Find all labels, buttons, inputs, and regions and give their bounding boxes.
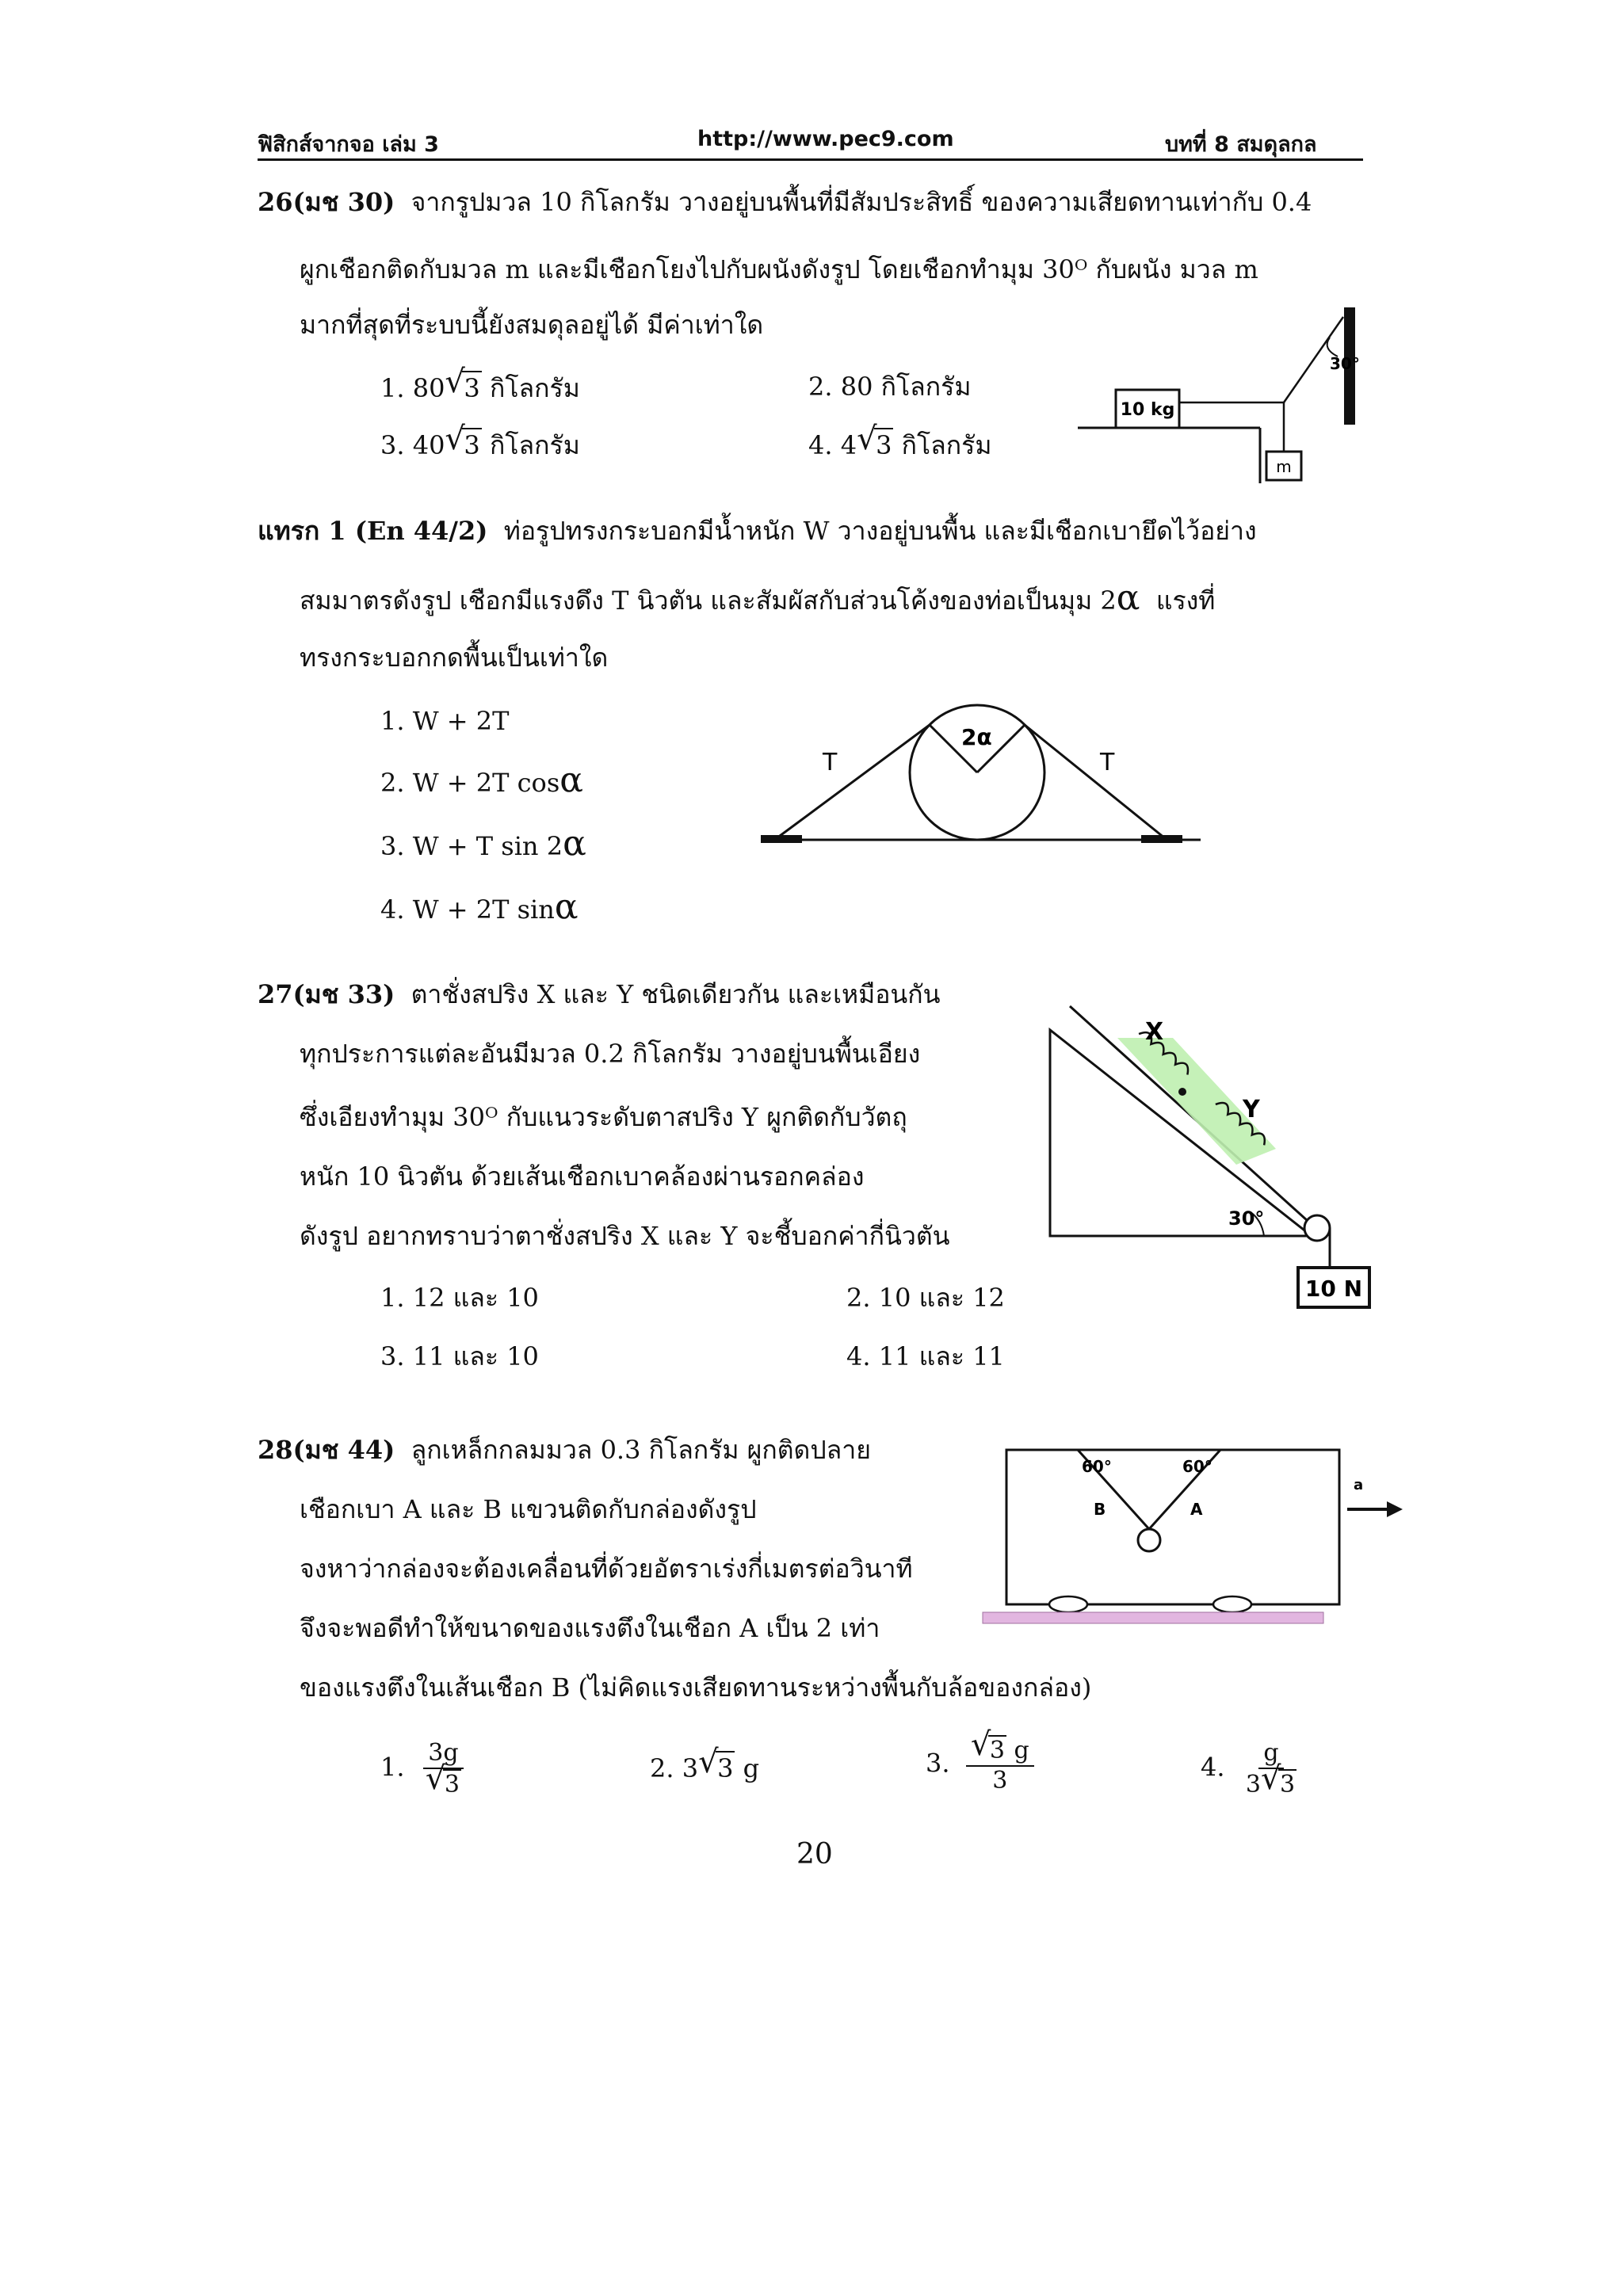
q28-line1 xyxy=(258,1434,871,1466)
q28-accel-label: a xyxy=(1354,1477,1364,1493)
page-number: 20 xyxy=(796,1838,833,1871)
insert1-option-2[interactable]: 2. W + 2T cosα xyxy=(380,760,583,800)
insert1-line2: สมมาตรดังรูป เชือกมีแรงดึง T นิวตัน และสัมผัสกับส่วนโค้งของท่อเป็นมุม 2α แรงที่ xyxy=(300,578,1216,618)
q26-angle-label: 30° xyxy=(1330,354,1360,373)
q26-number: 26(มช 30) xyxy=(258,187,395,217)
q26-mass-label: 10 kg xyxy=(1120,400,1175,420)
q28-angle-left: 60° xyxy=(1082,1457,1112,1476)
header-right: บทที่ 8 สมดุลกล xyxy=(1165,132,1317,157)
q27-option-4[interactable]: 4. 11 และ 11 xyxy=(846,1341,1005,1371)
q26-option-3[interactable]: 3. 40√ 3 กิโลกรัม xyxy=(380,428,580,461)
q27-line2: ทุกประการแต่ละอันมีมวล 0.2 กิโลกรัม วางอยู่บนพื้นเอียง xyxy=(300,1039,921,1069)
insert1-number: แทรก 1 (En 44/2) xyxy=(258,516,488,546)
insert1-angle-label: 2α xyxy=(961,724,992,750)
header-left: ฟิสิกส์จากจอ เล่ม 3 xyxy=(258,132,439,157)
q28-text1: ลูกเหล็กกลมมวล 0.3 กิโลกรัม ผูกติดปลาย xyxy=(411,1435,871,1465)
q27-option-2[interactable]: 2. 10 และ 12 xyxy=(846,1283,1005,1313)
insert1-line3: ทรงกระบอกกดพื้นเป็นเท่าใด xyxy=(300,643,609,673)
q26-option-2[interactable]: 2. 80 กิโลกรัม xyxy=(808,372,972,402)
insert1-T-right: T xyxy=(1100,749,1115,776)
q27-angle-label: 30° xyxy=(1228,1207,1265,1230)
q27-line3: ซึ่งเอียงทำมุม 30ᴼ กับแนวระดับตาสปริง Y ผูกติดกับวัตถุ xyxy=(300,1102,907,1132)
header-rule xyxy=(258,158,1363,161)
q27-number: 27(มช 33) xyxy=(258,979,395,1009)
insert1-T-left: T xyxy=(823,749,838,776)
q26-figure xyxy=(1078,301,1371,491)
q27-option-1[interactable]: 1. 12 และ 10 xyxy=(380,1283,539,1313)
q28-line5: ของแรงตึงในเส้นเชือก B (ไม่คิดแรงเสียดทานระหว่างพื้นกับล้อของกล่อง) xyxy=(300,1672,1092,1703)
q26-line1 xyxy=(258,186,1312,218)
q28-number: 28(มช 44) xyxy=(258,1435,395,1465)
q26-option-1[interactable]: 1. 80√ 3 กิโลกรัม xyxy=(380,371,580,404)
insert1-line1 xyxy=(258,515,1257,547)
q28-angle-right: 60° xyxy=(1182,1457,1212,1476)
q28-A-label: A xyxy=(1190,1500,1203,1519)
q28-B-label: B xyxy=(1094,1500,1106,1519)
q28-option-3[interactable]: 3. √ $\frac{3 g}{3}$ xyxy=(926,1735,1034,1795)
q28-option-4[interactable]: 4. $\frac{g}{3√ 3}$ xyxy=(1201,1739,1301,1799)
header-url[interactable]: http://www.pec9.com xyxy=(697,127,954,151)
insert1-figure xyxy=(761,697,1205,856)
q27-text1: ตาชั่งสปริง X และ Y ชนิดเดียวกัน และเหมือนกัน xyxy=(411,979,941,1009)
q26-m-label: m xyxy=(1276,457,1292,476)
insert1-text1: ท่อรูปทรงกระบอกมีน้ำหนัก W วางอยู่บนพื้น และมีเชือกเบายึดไว้อย่าง xyxy=(503,516,1257,546)
q27-Y-label: Y xyxy=(1243,1096,1260,1123)
q28-option-1[interactable]: 1. 3g √ 3 xyxy=(380,1739,466,1799)
q28-line2: เชือกเบา A และ B แขวนติดกับกล่องดังรูป xyxy=(300,1494,757,1524)
q26-text1: จากรูปมวล 10 กิโลกรัม วางอยู่บนพื้นที่มีสัมประสิทธิ์ ของความเสียดทานเท่ากับ 0.4 xyxy=(411,187,1312,217)
q27-line1 xyxy=(258,978,941,1010)
q26-option-4[interactable]: 4. 4√ 3 กิโลกรัม xyxy=(808,428,991,461)
insert1-option-3[interactable]: 3. W + T sin 2α xyxy=(380,823,586,864)
q28-option-2[interactable]: 2. 3√ 3 g xyxy=(650,1751,759,1784)
q26-line3: มากที่สุดที่ระบบนี้ยังสมดุลอยู่ได้ มีค่าเท่าใด xyxy=(300,310,764,340)
insert1-option-4[interactable]: 4. W + 2T sinα xyxy=(380,887,579,927)
q27-weight-label: 10 N xyxy=(1304,1276,1363,1302)
insert1-option-1[interactable]: 1. W + 2T xyxy=(380,706,510,736)
q27-option-3[interactable]: 3. 11 และ 10 xyxy=(380,1341,539,1371)
q28-line4: จึงจะพอดีทำให้ขนาดของแรงตึงในเชือก A เป็น 2 เท่า xyxy=(300,1613,880,1643)
q27-line4: หนัก 10 นิวตัน ด้วยเส้นเชือกเบาคล้องผ่านรอกคล่อง xyxy=(300,1161,865,1192)
q27-line5: ดังรูป อยากทราบว่าตาชั่งสปริง X และ Y จะชี้บอกค่ากี่นิวตัน xyxy=(300,1221,950,1251)
q26-line2: ผูกเชือกติดกับมวล m และมีเชือกโยงไปกับผนังดังรูป โดยเชือกทำมุม 30ᴼ กับผนัง มวล m xyxy=(300,254,1258,284)
q27-figure xyxy=(1038,990,1379,1323)
q27-X-label: X xyxy=(1145,1018,1164,1046)
q28-line3: จงหาว่ากล่องจะต้องเคลื่อนที่ด้วยอัตราเร่งกี่เมตรต่อวินาที xyxy=(300,1554,913,1584)
q28-figure xyxy=(975,1434,1403,1648)
